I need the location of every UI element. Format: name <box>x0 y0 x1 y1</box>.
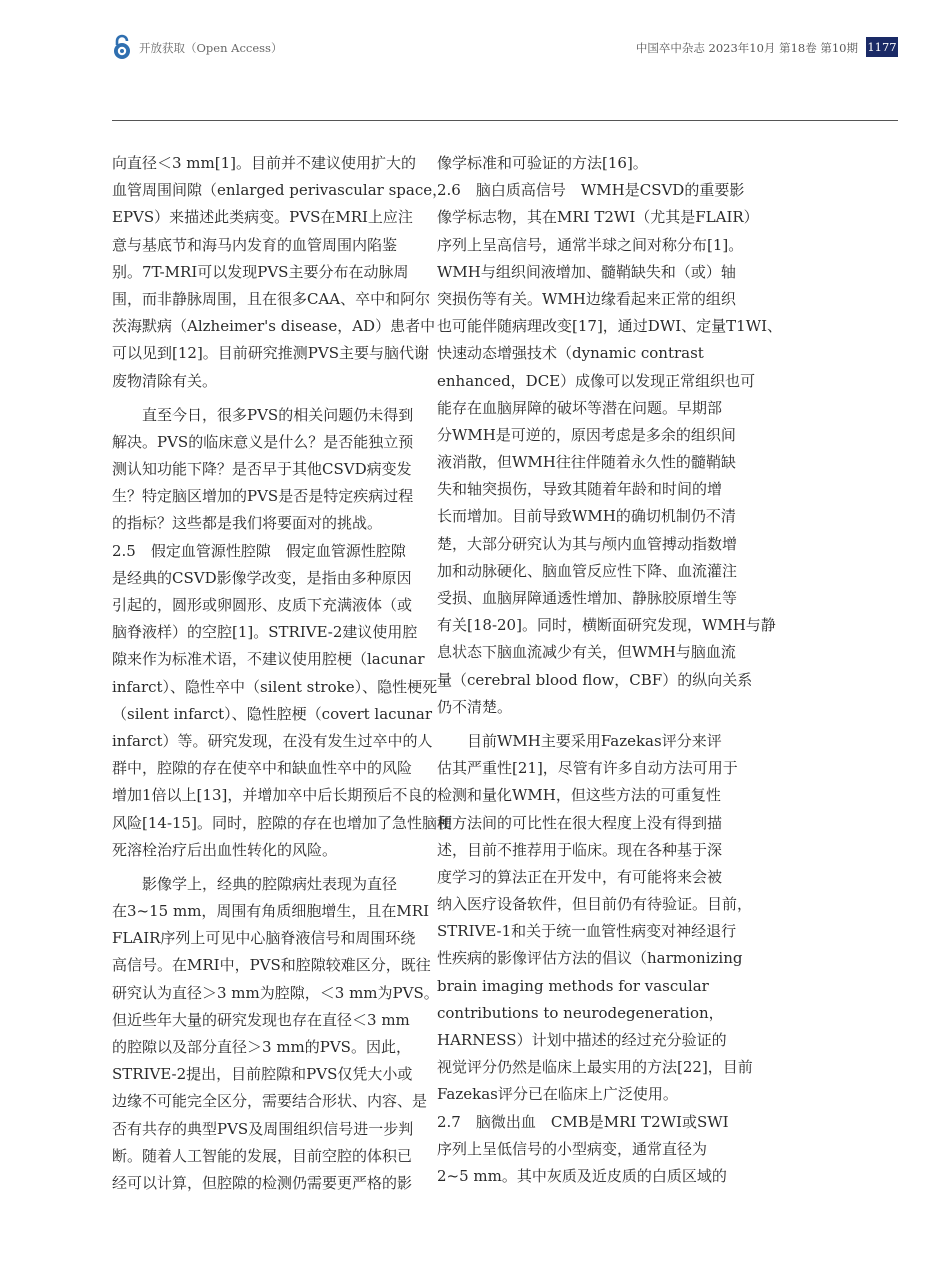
text-line: 像学标准和可验证的方法[16]。 <box>437 154 648 172</box>
text-line: 分WMH是可逆的，原因考虑是多余的组织间 <box>437 425 736 444</box>
text-line: 视觉评分仍然是临床上最实用的方法[22]，目前 <box>437 1058 753 1077</box>
paragraph-gap <box>112 395 418 402</box>
text-line: 脑脊液样）的空腔[1]。STRIVE-2建议使用腔 <box>112 623 418 642</box>
paragraph <box>437 728 753 1190</box>
paragraph <box>112 150 448 395</box>
text-line: 否有共存的典型PVS及周围组织信号进一步判 <box>112 1119 414 1138</box>
text-line: 是经典的CSVD影像学改变，是指由多种原因 <box>112 568 412 587</box>
text-line: Fazekas评分已在临床上广泛使用。 <box>437 1085 678 1104</box>
text-line: 目前WMH主要采用Fazekas评分来评 <box>467 731 722 750</box>
open-access-lock-icon <box>112 34 132 60</box>
text-line: （silent infarct）、隐性腔梗（covert lacunar <box>112 704 433 723</box>
text-line: 序列上呈低信号的小型病变，通常直径为 <box>437 1139 708 1158</box>
text-line: 也可能伴随病理改变[17]，通过DWI、定量T1WI、 <box>437 317 783 336</box>
text-line: 研究认为直径＞3 mm为腔隙，＜3 mm为PVS。 <box>112 983 439 1002</box>
paragraph <box>112 538 452 864</box>
text-line: 群中，腔隙的存在使卒中和缺血性卒中的风险 <box>112 759 413 778</box>
text-line: contributions to neurodegeneration， <box>437 1003 724 1022</box>
text-line: 边缘不可能完全区分，需要结合形状、内容、是 <box>112 1092 428 1111</box>
text-line: 性疾病的影像评估方法的倡议（harmonizing <box>437 949 743 968</box>
text-line: 隙来作为标准术语，不建议使用腔梗（lacunar <box>112 650 425 669</box>
text-line: 可以见到[12]。目前研究推测PVS主要与脑代谢 <box>112 344 429 363</box>
text-line: WMH与组织间液增加、髓鞘缺失和（或）轴 <box>437 262 736 281</box>
text-line: 受损、血脑屏障通透性增加、静脉胶原增生等 <box>437 589 738 607</box>
text-line: enhanced，DCE）成像可以发现正常组织也可 <box>437 371 756 390</box>
text-line: HARNESS）计划中描述的经过充分验证的 <box>437 1031 727 1049</box>
text-line: 仍不清楚。 <box>437 697 513 716</box>
text-line: 茨海默病（Alzheimer's disease，AD）患者中 <box>112 317 436 336</box>
text-line: brain imaging methods for vascular <box>437 976 709 995</box>
text-line: 2.6 脑白质高信号 WMH是CSVD的重要影 <box>437 181 745 200</box>
text-line: 像学标志物，其在MRI T2WI（尤其是FLAIR） <box>437 208 759 227</box>
text-line: 别。7T-MRI可以发现PVS主要分布在动脉周 <box>112 262 409 281</box>
text-line: 序列上呈高信号，通常半球之间对称分布[1]。 <box>437 235 744 254</box>
text-line: 向直径＜3 mm[1]。目前并不建议使用扩大的 <box>112 154 417 172</box>
text-line: 增加1倍以上[13]，并增加卒中后长期预后不良的 <box>112 786 438 805</box>
text-line: 废物清除有关。 <box>112 371 218 390</box>
text-line: 突损伤等有关。WMH边缘看起来正常的组织 <box>437 289 736 308</box>
open-access-label: 开放获取（Open Access） <box>139 41 283 55</box>
text-line: 血管周围间隙（enlarged perivascular space， <box>112 181 448 200</box>
text-line: 的腔隙以及部分直径＞3 mm的PVS。因此， <box>112 1038 411 1056</box>
text-line: 引起的，圆形或卵圆形、皮质下充满液体（或 <box>112 596 413 614</box>
text-line: 息状态下脑血流减少有关，但WMH与脑血流 <box>437 643 736 662</box>
text-line: infarct）等。研究发现，在没有发生过卒中的人 <box>112 731 433 750</box>
text-line: STRIVE-1和关于统一血管性病变对神经退行 <box>437 922 737 941</box>
text-line: 量（cerebral blood flow，CBF）的纵向关系 <box>437 670 753 689</box>
text-line: 和方法间的可比性在很大程度上没有得到描 <box>437 813 723 832</box>
text-line: 2~5 mm。其中灰质及近皮质的白质区域的 <box>437 1166 727 1185</box>
text-line: 失和轴突损伤，导致其随着年龄和时间的增 <box>437 480 723 499</box>
text-line: 长而增加。目前导致WMH的确切机制仍不清 <box>437 507 736 526</box>
text-line: 风险[14-15]。同时，腔隙的存在也增加了急性脑梗 <box>112 813 452 832</box>
paragraph-gap <box>437 721 743 728</box>
text-line: EPVS）来描述此类病变。PVS在MRI上应注 <box>112 208 413 227</box>
text-line: 快速动态增强技术（dynamic contrast <box>437 344 704 363</box>
text-line: 死溶栓治疗后出血性转化的风险。 <box>112 840 338 859</box>
text-line: 有关[18-20]。同时，横断面研究发现，WMH与静 <box>437 616 776 635</box>
text-line: 直至今日，很多PVS的相关问题仍未得到 <box>142 405 414 424</box>
text-line: 楚，大部分研究认为其与颅内血管搏动指数增 <box>437 534 738 553</box>
paragraph <box>112 871 439 1197</box>
text-line: 检测和量化WMH，但这些方法的可重复性 <box>437 786 721 805</box>
text-line: 加和动脉硬化、脑血管反应性下降、血流灌注 <box>437 561 738 580</box>
paragraph <box>112 402 418 538</box>
text-line: 生？特定脑区增加的PVS是否是特定疾病过程 <box>112 487 414 506</box>
text-line: 影像学上，经典的腔隙病灶表现为直径 <box>142 874 398 893</box>
text-line: 2.7 脑微出血 CMB是MRI T2WI或SWI <box>437 1112 729 1131</box>
text-line: 能存在血脑屏障的破坏等潜在问题。早期部 <box>437 398 723 417</box>
text-line: 述，目前不推荐用于临床。现在各种基于深 <box>437 840 723 859</box>
text-line: 在3~15 mm，周围有角质细胞增生，且在MRI <box>112 902 429 921</box>
text-line: 断。随着人工智能的发展，目前空腔的体积已 <box>112 1146 413 1165</box>
text-line: 纳入医疗设备软件，但目前仍有待验证。目前， <box>437 895 753 914</box>
text-line: 围，而非静脉周围，且在很多CAA、卒中和阿尔 <box>112 289 431 308</box>
paragraph-gap <box>112 864 418 871</box>
right-column <box>437 150 783 1190</box>
text-line: 液消散，但WMH往往伴随着永久性的髓鞘缺 <box>437 453 736 472</box>
left-column <box>112 150 452 1197</box>
text-line: 的指标？这些都是我们将要面对的挑战。 <box>112 514 383 533</box>
text-line: 高信号。在MRI中，PVS和腔隙较难区分，既往 <box>112 956 431 975</box>
text-line: 但近些年大量的研究发现也存在直径＜3 mm <box>112 1010 410 1029</box>
page-header <box>112 34 898 62</box>
text-line: 估其严重性[21]，尽管有许多自动方法可用于 <box>437 759 738 778</box>
text-line: 度学习的算法正在开发中，有可能将来会被 <box>437 867 723 886</box>
text-line: 2.5 假定血管源性腔隙 假定血管源性腔隙 <box>112 541 406 560</box>
paragraph <box>437 150 783 721</box>
text-line: infarct）、隐性卒中（silent stroke）、隐性梗死 <box>112 677 438 696</box>
header-rule <box>112 120 898 121</box>
journal-info: 中国卒中杂志 2023年10月 第18卷 第10期 <box>635 41 858 55</box>
text-line: 经可以计算，但腔隙的检测仍需要更严格的影 <box>112 1173 413 1192</box>
page-number: 1177 <box>866 37 898 57</box>
text-line: 解决。PVS的临床意义是什么？是否能独立预 <box>112 432 414 451</box>
text-line: FLAIR序列上可见中心脑脊液信号和周围环绕 <box>112 929 416 948</box>
text-line: 测认知功能下降？是否早于其他CSVD病变发 <box>112 460 412 479</box>
text-line: STRIVE-2提出，目前腔隙和PVS仅凭大小或 <box>112 1065 413 1084</box>
text-line: 意与基底节和海马内发育的血管周围内陷鉴 <box>112 235 398 254</box>
